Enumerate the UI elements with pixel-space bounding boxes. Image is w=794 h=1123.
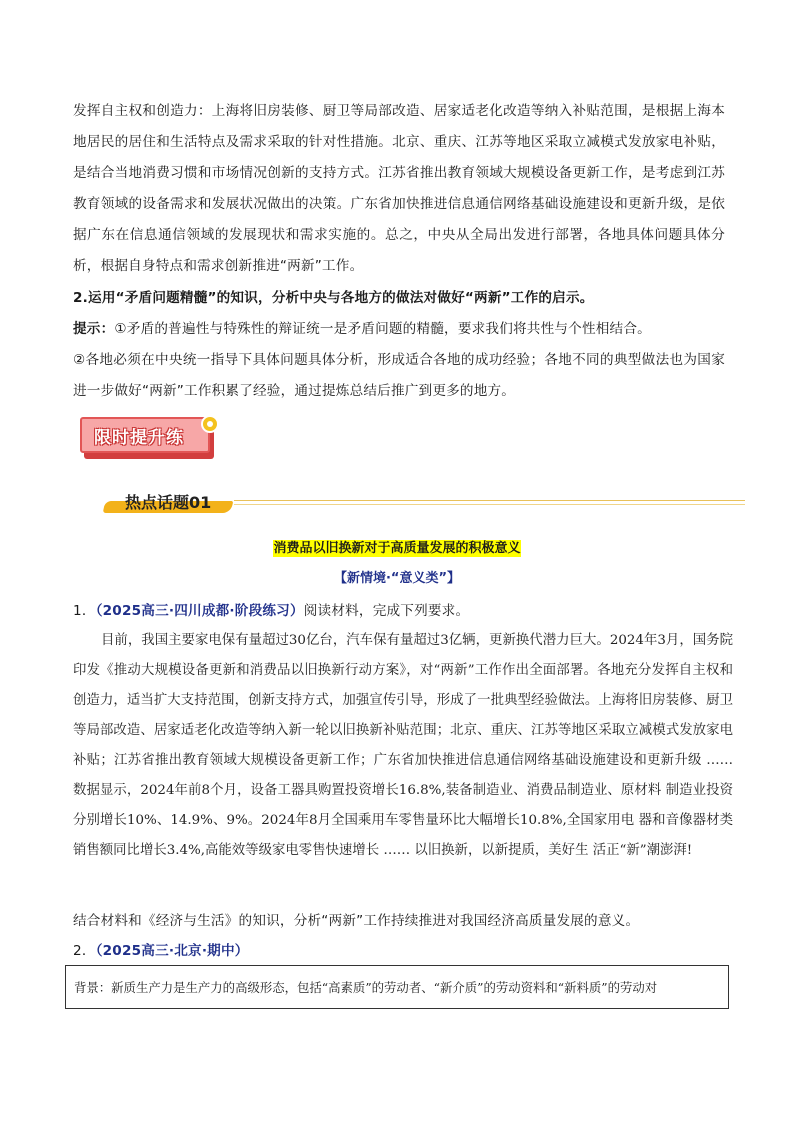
question-2-heading: 2.运用“矛盾问题精髓”的知识，分析中央与各地方的做法对做好“两新”工作的启示。 bbox=[73, 290, 594, 306]
question-1-line bbox=[73, 596, 725, 627]
hint-point-1 bbox=[73, 314, 725, 345]
background-box bbox=[65, 965, 729, 1009]
badge-dot-icon bbox=[201, 415, 219, 433]
topic-divider-secondary bbox=[234, 504, 745, 505]
section-title-text: 消费品以旧换新对于高质量发展的积极意义 bbox=[273, 541, 521, 556]
intro-paragraph: 发挥自主权和创造力：上海将旧房装修、厨卫等局部改造、居家适老化改造等纳入补贴范围，是根据上海本地居民的居住和生活特点及需求采取的针对性措施。北京、重庆、江苏等地区采取立减模式发放家电补贴，是结合当地消费习惯和市场情况创新的支持方式。江苏省推出教育领域大规模设备更新工作，是考虑到江苏教育领域的设备需求和发展状况做出的决策。广东省加快推进信息通信网络基础设施建设和更新升级，是依据广东在信息通信领域的发展现状和需求实施的。总之，中央从全局出发进行部署，各地具体问题具体分析，根据自身特点和需求创新推进“两新”工作。 bbox=[73, 103, 725, 274]
question-1-prompt: 结合材料和《经济与生活》的知识，分析“两新”工作持续推进对我国经济高质量发展的意义。 bbox=[73, 913, 640, 929]
question-2-number: 2． bbox=[73, 943, 96, 959]
topic-title: 热点话题01 bbox=[125, 493, 212, 512]
background-text: 背景：新质生产力是生产力的高级形态，包括“高素质”的劳动者、“新介质”的劳动资料和“新料质”的劳动对 bbox=[74, 980, 658, 995]
question-1-instruction: 阅读材料，完成下列要求。 bbox=[303, 603, 470, 619]
topic-header bbox=[100, 490, 745, 516]
section-title bbox=[0, 537, 794, 556]
practice-badge bbox=[80, 417, 220, 461]
badge-label: 限时提升练 bbox=[94, 428, 184, 448]
topic-divider bbox=[234, 500, 745, 501]
question-2-source: （2025高三·北京·期中） bbox=[95, 943, 249, 959]
hint-point-2: ②各地必须在中央统一指导下具体问题具体分析，形成适合各地的成功经验；各地不同的典型做法也为国家进一步做好“两新”工作积累了经验，通过提炼总结后推广到更多的地方。 bbox=[73, 352, 725, 399]
question-1-source: （2025高三·四川成都·阶段练习） bbox=[95, 603, 304, 619]
question-1-number: 1． bbox=[73, 603, 96, 619]
question-2-line bbox=[73, 936, 725, 967]
context-tag: 【新情境·“意义类”】 bbox=[333, 571, 461, 586]
question-1-material: 目前，我国主要家电保有量超过30亿台，汽车保有量超过3亿辆，更新换代潜力巨大。2024年3月，国务院印发《推动大规模设备更新和消费品以旧换新行动方案》，对“两新”工作作出全面部署。各地充分发挥自主权和创造力，适当扩大支持范围，创新支持方式，加强宣传引导，形成了一批典型经验做法。上海将旧房装修、厨卫等局部改造、居家适老化改造等纳入新一轮以旧换新补贴范围；北京、重庆、江苏等地区采取立减模式发放家电补贴；江苏省推出教育领域大规模设备更新工作；广东省加快推进信息通信网络基础设施建设和更新升级 ……数据显示，2024年前8个月，设备工器具购置投资增长16.8%,装备制造业、消费品制造业、原材料 制造业投资分别增长10%、14.9%、9%。2024年8月全国乘用车零售量环比大幅增长10.8%,全国家用电 器和音像器材类销售额同比增长3.4%,高能效等级家电零售快速增长 …… 以旧换新，以新提质，美好生 活正“新”潮澎湃! bbox=[73, 633, 733, 858]
hint-point-1-text: ①矛盾的普遍性与特殊性的辩证统一是矛盾问题的精髓，要求我们将共性与个性相结合。 bbox=[114, 321, 651, 337]
hint-label: 提示： bbox=[73, 321, 115, 337]
